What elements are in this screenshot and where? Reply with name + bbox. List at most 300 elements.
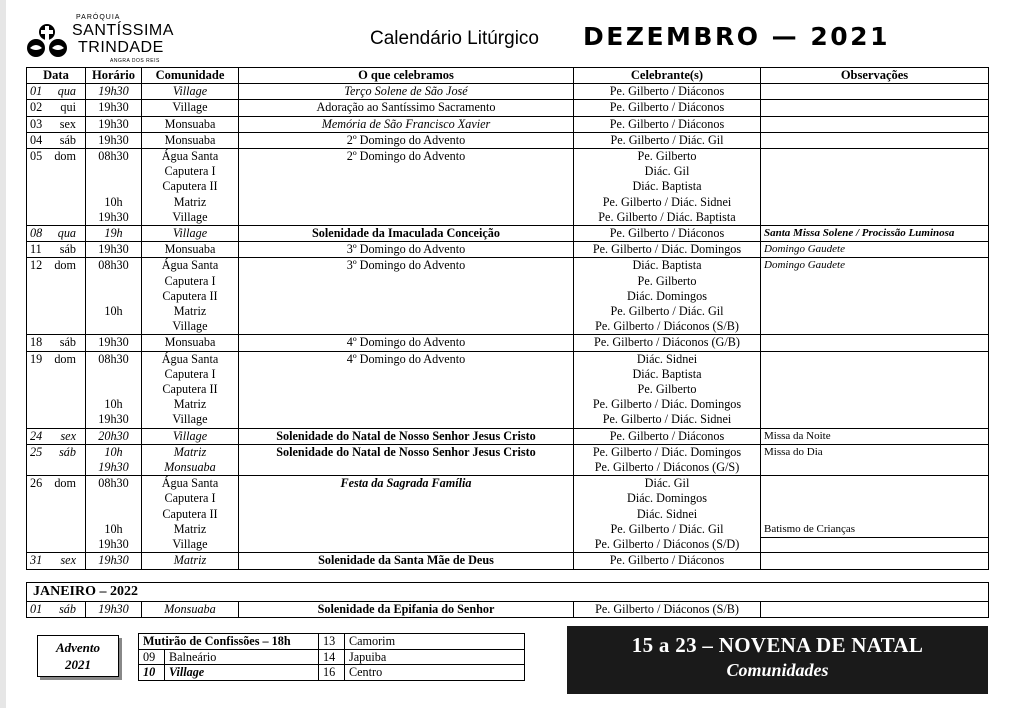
celebrant-name: Pe. Gilberto <box>637 382 697 397</box>
date-cell <box>27 351 86 428</box>
community-cell <box>142 226 239 242</box>
observations-cell <box>761 476 989 553</box>
celebrant-cell <box>574 428 761 444</box>
day-number: 08 <box>30 226 43 241</box>
observations-cell <box>761 335 989 351</box>
observations-cell <box>761 226 989 242</box>
time-value: 19h30 <box>98 553 129 568</box>
time-value: 08h30 <box>98 476 129 491</box>
community-name: Matriz <box>173 553 207 568</box>
confession-day: 13 <box>319 634 345 650</box>
community-name: Matriz <box>173 444 207 459</box>
date-pair <box>30 242 82 257</box>
blank-line <box>764 507 985 522</box>
celebration-name: 3º Domingo do Advento <box>346 242 466 257</box>
day-number: 03 <box>30 116 43 131</box>
community-cell <box>142 428 239 444</box>
celebrant-cell <box>574 242 761 258</box>
day-number: 05 <box>30 149 43 164</box>
logo-name-line2: TRINDADE <box>78 39 164 56</box>
celebration-name: Terço Solene de São José <box>344 84 468 99</box>
day-number: 25 <box>30 444 43 459</box>
celebration-name: Solenidade do Natal de Nosso Senhor Jesus Cristo <box>276 428 536 443</box>
time-value: 19h30 <box>98 116 129 131</box>
date-cell <box>27 84 86 100</box>
date-cell <box>27 553 86 569</box>
date-pair <box>30 553 82 568</box>
date-cell <box>27 476 86 553</box>
celebrant-cell <box>574 84 761 100</box>
date-cell <box>27 100 86 116</box>
weekday: qui <box>60 100 76 115</box>
calendar-body <box>27 84 989 569</box>
celebrant-name: Pe. Gilberto / Diáconos (S/B) <box>595 319 739 334</box>
community-name: Monsuaba <box>164 132 216 147</box>
observation-text: Missa do Dia <box>764 445 823 458</box>
celebrant-name: Pe. Gilberto / Diác. Gil <box>610 521 724 536</box>
community-name: Caputera II <box>162 288 218 303</box>
community-name: Village <box>172 428 208 443</box>
time-value <box>89 491 138 506</box>
observations-cell <box>761 149 989 226</box>
weekday: dom <box>54 351 76 366</box>
observations-cell <box>761 428 989 444</box>
date-pair <box>30 429 82 444</box>
table-row <box>27 116 989 132</box>
date-pair <box>30 84 82 99</box>
celebrant-cell <box>574 351 761 428</box>
table-row <box>27 335 989 351</box>
celebrant-cell <box>574 100 761 116</box>
celebration-cell <box>239 242 574 258</box>
date-cell <box>27 444 86 475</box>
celebration-cell <box>239 84 574 100</box>
celebrant-cell <box>574 116 761 132</box>
celebrant-name: Pe. Gilberto / Diác. Gil <box>610 132 724 147</box>
community-name: Matriz <box>173 194 207 209</box>
community-cell <box>142 444 239 475</box>
community-cell <box>142 149 239 226</box>
celebrant-name: Pe. Gilberto / Diáconos (G/S) <box>594 460 740 475</box>
date-cell <box>27 601 86 618</box>
logo-parish-label: PARÓQUIA <box>76 14 121 21</box>
confession-place: Japuiba <box>345 649 525 665</box>
celebration-name: 4º Domingo do Advento <box>346 351 466 366</box>
time-value: 10h <box>104 304 123 319</box>
community-name: Village <box>172 412 208 427</box>
celebrant-name: Pe. Gilberto / Diáconos <box>609 226 725 241</box>
celebration-cell <box>239 258 574 335</box>
celebration-cell <box>239 132 574 148</box>
celebrant-name: Diác. Baptista <box>632 258 702 273</box>
document-month: DEZEMBRO — 2021 <box>583 22 890 51</box>
day-number: 11 <box>30 242 42 257</box>
community-name: Monsuaba <box>164 335 216 350</box>
time-cell <box>86 476 142 553</box>
calendar-table <box>26 67 989 570</box>
weekday: dom <box>54 149 76 164</box>
celebrant-cell <box>574 553 761 569</box>
confession-place: Camorim <box>345 634 525 650</box>
date-pair <box>30 226 82 241</box>
weekday: sáb <box>59 132 76 147</box>
date-pair <box>30 335 82 350</box>
table-row <box>27 242 989 258</box>
weekday: sáb <box>59 601 76 616</box>
day-number: 12 <box>30 258 43 273</box>
community-cell <box>142 84 239 100</box>
observations-cell <box>761 258 989 335</box>
page-edge <box>0 0 6 708</box>
time-value: 10h <box>104 397 123 412</box>
blank-line <box>764 491 985 506</box>
community-cell <box>142 242 239 258</box>
time-cell <box>86 335 142 351</box>
community-cell <box>142 553 239 569</box>
celebrant-name: Pe. Gilberto / Diác. Sidnei <box>602 194 732 209</box>
community-name: Caputera I <box>164 366 216 381</box>
logo-name-line1: SANTÍSSIMA <box>72 22 174 39</box>
celebrant-cell <box>574 476 761 553</box>
time-cell <box>86 84 142 100</box>
community-cell <box>142 132 239 148</box>
weekday: sex <box>59 116 76 131</box>
time-value <box>89 382 138 397</box>
table-row <box>27 84 989 100</box>
community-name: Monsuaba <box>164 242 216 257</box>
celebration-name: 2º Domingo do Advento <box>346 149 466 164</box>
table-row <box>27 351 989 428</box>
time-cell: 19h30 <box>86 601 142 618</box>
celebrant-name: Pe. Gilberto / Diác. Gil <box>610 304 724 319</box>
community-name: Água Santa <box>161 476 219 491</box>
date-cell <box>27 149 86 226</box>
weekday: dom <box>54 258 76 273</box>
celebration-name: Festa da Sagrada Família <box>340 476 472 491</box>
confession-place: Balneário <box>165 649 319 665</box>
date-cell <box>27 132 86 148</box>
celebrant-name: Diác. Sidnei <box>636 506 698 521</box>
community-name: Água Santa <box>161 149 219 164</box>
weekday: dom <box>54 476 76 491</box>
date-cell <box>27 116 86 132</box>
celebration-cell <box>239 116 574 132</box>
time-value: 19h30 <box>98 412 129 427</box>
weekday: sáb <box>59 242 76 257</box>
observations-cell <box>761 553 989 569</box>
celebrant-name: Pe. Gilberto / Diáconos <box>609 100 725 115</box>
community-cell <box>142 258 239 335</box>
community-name: Matriz <box>173 304 207 319</box>
column-header-celebration: O que celebramos <box>239 68 574 84</box>
observation-text: Santa Missa Solene / Procissão Luminosa <box>764 227 955 240</box>
observation-box <box>761 522 988 538</box>
celebrant-name: Pe. Gilberto / Diáconos (S/D) <box>594 537 740 552</box>
day-number: 01 <box>30 84 43 99</box>
observation-text: Batismo de Crianças <box>764 522 856 535</box>
day-number: 18 <box>30 335 43 350</box>
confession-day: 16 <box>319 665 345 681</box>
celebration-name: Solenidade da Imaculada Conceição <box>312 226 500 241</box>
trinity-dove-icon <box>26 22 68 62</box>
date-pair <box>30 352 82 367</box>
celebrant-name: Pe. Gilberto <box>637 273 697 288</box>
column-header-observations: Observações <box>761 68 989 84</box>
confession-day: 10 <box>139 665 165 681</box>
weekday: sex <box>60 553 76 568</box>
date-cell <box>27 428 86 444</box>
date-cell <box>27 242 86 258</box>
celebration-cell: Solenidade da Epifania do Senhor <box>239 601 574 618</box>
community-name: Caputera II <box>162 179 218 194</box>
celebrant-name: Pe. Gilberto / Diáconos <box>609 84 725 99</box>
weekday: sex <box>60 428 76 443</box>
celebrant-name: Pe. Gilberto / Diáconos <box>609 553 725 568</box>
celebrant-name: Pe. Gilberto / Diáconos <box>609 428 725 443</box>
table-row <box>27 258 989 335</box>
date-cell <box>27 258 86 335</box>
community-name: Village <box>172 226 208 241</box>
confession-day: 09 <box>139 649 165 665</box>
observation-text: Domingo Gaudete <box>764 243 845 256</box>
time-value: 08h30 <box>98 351 129 366</box>
day-number: 19 <box>30 351 43 366</box>
weekday: qua <box>57 84 76 99</box>
january-table <box>26 582 989 618</box>
time-value: 19h30 <box>98 335 129 350</box>
celebrant-name: Pe. Gilberto <box>637 149 697 164</box>
novena-title: 15 a 23 – NOVENA DE NATAL <box>631 633 924 657</box>
day-number: 26 <box>30 476 43 491</box>
community-cell <box>142 335 239 351</box>
celebrant-name: Pe. Gilberto / Diáconos (G/B) <box>594 335 740 350</box>
community-name: Village <box>172 319 208 334</box>
celebrant-cell <box>574 335 761 351</box>
celebration-name: Solenidade da Santa Mãe de Deus <box>318 553 494 568</box>
celebration-name: Solenidade do Natal de Nosso Senhor Jesus Cristo <box>276 444 536 459</box>
time-value: 08h30 <box>98 149 129 164</box>
table-row <box>27 476 989 553</box>
date-pair <box>30 133 82 148</box>
community-cell <box>142 351 239 428</box>
observations-cell <box>761 601 989 618</box>
parish-logo <box>26 8 176 68</box>
time-value: 20h30 <box>98 428 129 443</box>
community-cell <box>142 100 239 116</box>
day-number: 24 <box>30 428 43 443</box>
community-name: Água Santa <box>161 258 219 273</box>
table-header-row <box>27 68 989 84</box>
celebration-cell <box>239 428 574 444</box>
date-pair <box>30 100 82 115</box>
celebration-cell <box>239 351 574 428</box>
celebration-cell <box>239 335 574 351</box>
time-cell <box>86 444 142 475</box>
community-name: Caputera I <box>164 491 216 506</box>
celebrant-name: Diác. Baptista <box>632 179 702 194</box>
novena-subtitle: Comunidades <box>726 660 829 680</box>
community-cell <box>142 116 239 132</box>
advento-box <box>37 635 119 677</box>
observation-text: Missa da Noite <box>764 429 831 442</box>
community-name: Village <box>172 84 208 99</box>
celebrant-cell: Pe. Gilberto / Diáconos (S/B) <box>574 601 761 618</box>
community-name: Village <box>172 537 208 552</box>
observations-cell <box>761 242 989 258</box>
time-cell <box>86 149 142 226</box>
day-number: 01 <box>30 601 43 616</box>
advento-year: 2021 <box>65 657 91 672</box>
community-cell: Monsuaba <box>142 601 239 618</box>
confessions-table <box>138 633 525 681</box>
table-row <box>27 149 989 226</box>
celebrant-name: Pe. Gilberto / Diác. Domingos <box>592 242 742 257</box>
column-header-date: Data <box>27 68 86 84</box>
celebrant-name: Pe. Gilberto / Diác. Sidnei <box>602 412 732 427</box>
celebration-cell <box>239 149 574 226</box>
weekday: sáb <box>59 335 76 350</box>
time-value: 19h30 <box>98 209 129 224</box>
celebrant-name: Pe. Gilberto / Diáconos <box>609 116 725 131</box>
community-name: Caputera II <box>162 506 218 521</box>
document-title: Calendário Litúrgico <box>370 28 539 49</box>
time-value <box>89 164 138 179</box>
time-cell <box>86 100 142 116</box>
table-row <box>27 100 989 116</box>
time-value <box>89 289 138 304</box>
celebration-name: 4º Domingo do Advento <box>346 335 466 350</box>
celebration-cell <box>239 444 574 475</box>
table-row <box>27 601 989 618</box>
community-name: Caputera I <box>164 164 216 179</box>
celebrant-name: Pe. Gilberto / Diác. Domingos <box>592 397 742 412</box>
celebrant-cell <box>574 258 761 335</box>
celebration-cell <box>239 100 574 116</box>
time-value: 19h30 <box>98 132 129 147</box>
time-value <box>89 507 138 522</box>
celebration-cell <box>239 476 574 553</box>
time-cell <box>86 226 142 242</box>
time-cell <box>86 428 142 444</box>
observation-text: Domingo Gaudete <box>764 259 845 272</box>
time-value: 19h30 <box>98 537 129 552</box>
column-header-community: Comunidade <box>142 68 239 84</box>
community-name: Matriz <box>173 397 207 412</box>
date-pair <box>30 149 82 164</box>
community-name: Caputera I <box>164 273 216 288</box>
time-value: 10h <box>104 444 123 459</box>
celebration-cell <box>239 553 574 569</box>
time-cell <box>86 116 142 132</box>
confession-place: Centro <box>345 665 525 681</box>
day-number: 04 <box>30 132 43 147</box>
celebration-cell <box>239 226 574 242</box>
celebrant-name: Diác. Gil <box>644 164 690 179</box>
table-row <box>27 444 989 475</box>
community-name: Água Santa <box>161 351 219 366</box>
celebrant-name: Pe. Gilberto / Diác. Baptista <box>598 209 736 224</box>
time-value: 08h30 <box>98 258 129 273</box>
time-cell <box>86 242 142 258</box>
advento-label: Advento <box>55 640 101 655</box>
community-name: Caputera II <box>162 382 218 397</box>
celebrant-name: Diác. Domingos <box>627 491 707 506</box>
table-row <box>27 553 989 569</box>
table-row <box>27 226 989 242</box>
time-value: 19h30 <box>98 84 129 99</box>
column-header-time: Horário <box>86 68 142 84</box>
celebrant-cell <box>574 149 761 226</box>
time-cell <box>86 351 142 428</box>
celebrant-cell <box>574 132 761 148</box>
celebrant-cell <box>574 226 761 242</box>
celebrant-name: Diác. Domingos <box>627 288 707 303</box>
day-number: 31 <box>30 553 43 568</box>
observations-cell <box>761 444 989 475</box>
blank-line <box>764 476 985 491</box>
observations-cell <box>761 116 989 132</box>
table-row <box>27 132 989 148</box>
celebration-name: Memória de São Francisco Xavier <box>321 116 491 131</box>
celebrant-name: Diác. Sidnei <box>636 351 698 366</box>
confession-place: Village <box>165 665 319 681</box>
column-header-celebrant: Celebrante(s) <box>574 68 761 84</box>
table-row <box>27 428 989 444</box>
observations-cell <box>761 84 989 100</box>
date-pair <box>30 445 82 460</box>
community-name: Monsuaba <box>164 116 216 131</box>
date-pair <box>30 258 82 273</box>
confessions-title: Mutirão de Confissões – 18h <box>139 634 319 650</box>
celebrant-cell <box>574 444 761 475</box>
weekday: sáb <box>59 444 76 459</box>
day-number: 02 <box>30 100 43 115</box>
celebrant-name: Pe. Gilberto / Diác. Domingos <box>592 444 742 459</box>
celebrant-name: Diác. Gil <box>644 476 690 491</box>
novena-banner <box>567 626 988 694</box>
community-name: Village <box>172 100 208 115</box>
community-name: Monsuaba <box>164 460 216 475</box>
time-cell <box>86 258 142 335</box>
date-pair <box>30 476 82 491</box>
confession-day: 14 <box>319 649 345 665</box>
time-value <box>89 179 138 194</box>
january-title: JANEIRO – 2022 <box>27 583 989 602</box>
community-name: Village <box>172 209 208 224</box>
observations-cell <box>761 351 989 428</box>
observations-cell <box>761 132 989 148</box>
time-value: 10h <box>104 521 123 536</box>
time-cell <box>86 132 142 148</box>
time-cell <box>86 553 142 569</box>
logo-tagline: ANGRA DOS REIS <box>110 58 160 64</box>
celebration-name: 2º Domingo do Advento <box>346 132 466 147</box>
time-value: 10h <box>104 194 123 209</box>
community-name: Matriz <box>173 521 207 536</box>
date-pair <box>30 117 82 132</box>
celebrant-name: Diác. Baptista <box>632 366 702 381</box>
time-value: 19h30 <box>98 460 129 475</box>
weekday: qua <box>57 226 76 241</box>
date-cell <box>27 335 86 351</box>
celebration-name: 3º Domingo do Advento <box>346 258 466 273</box>
time-value: 19h30 <box>98 100 129 115</box>
time-value: 19h30 <box>98 242 129 257</box>
celebration-name: Adoração ao Santíssimo Sacramento <box>316 100 496 115</box>
time-value <box>89 274 138 289</box>
community-cell <box>142 476 239 553</box>
time-value <box>89 367 138 382</box>
